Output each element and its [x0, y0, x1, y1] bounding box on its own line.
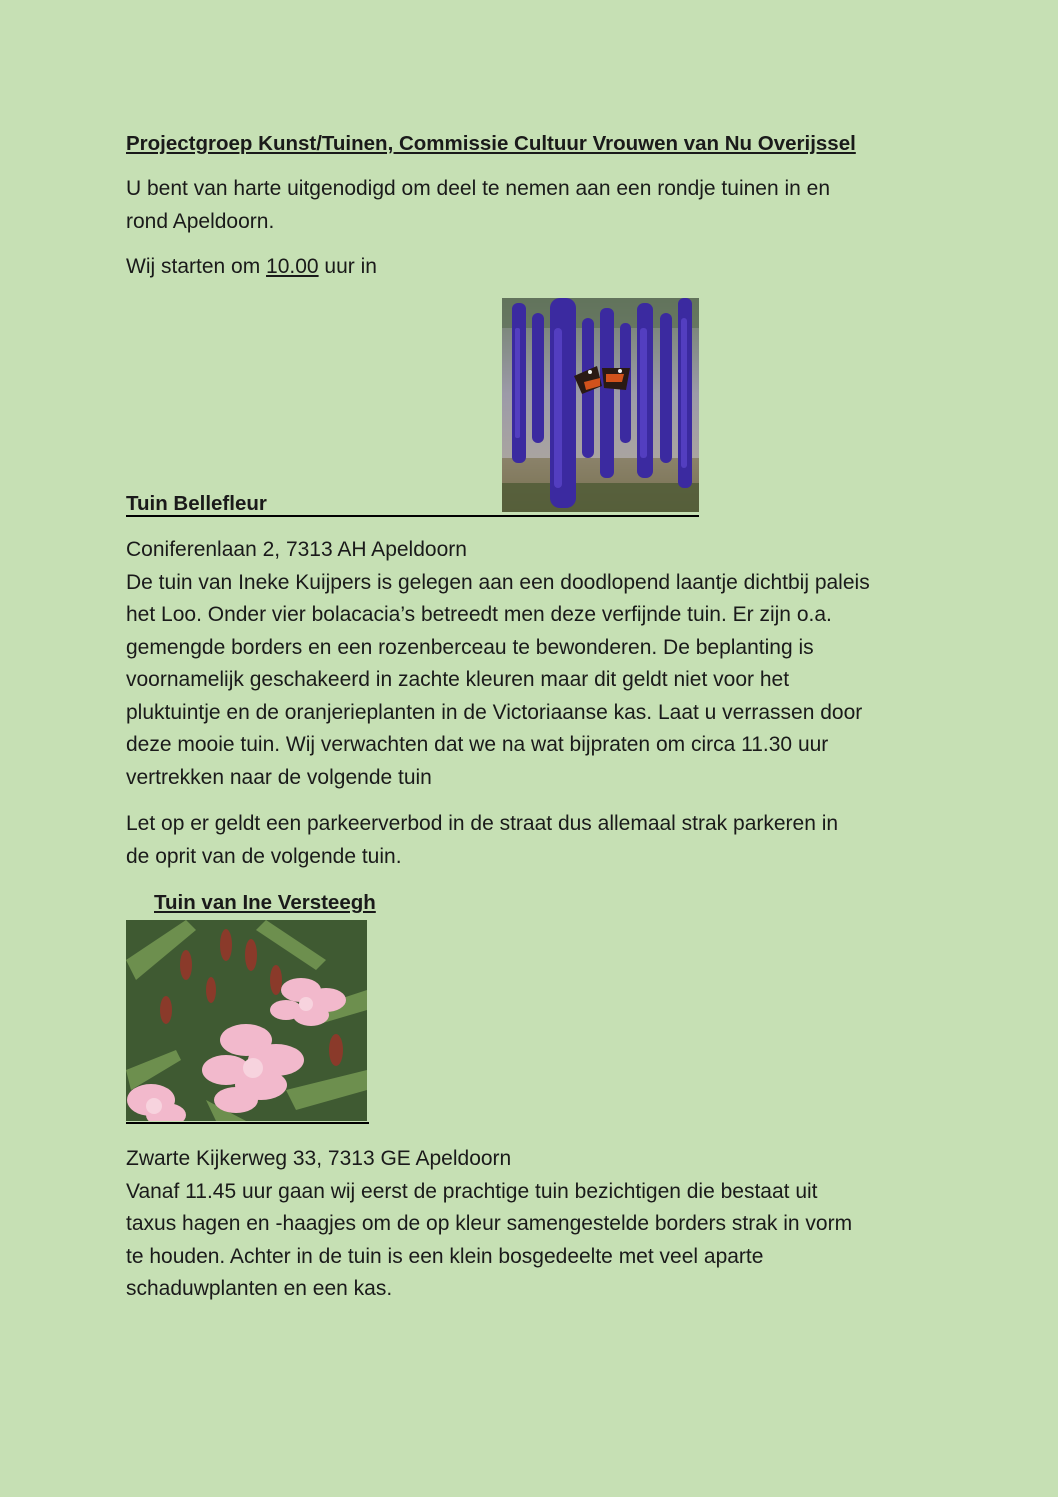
- page-title: Projectgroep Kunst/Tuinen, Commissie Cultuur Vrouwen van Nu Overijssel: [126, 132, 856, 155]
- garden1-description-line: vertrekken naar de volgende tuin: [126, 765, 432, 789]
- parking-note-line: Let op er geldt een parkeerverbod in de straat dus allemaal strak parkeren in: [126, 812, 839, 835]
- garden2-title: [126, 887, 376, 920]
- garden1-description-line: het Loo. Onder vier bolacacia’s betreedt men deze verfijnde tuin. Er zijn o.a.: [126, 603, 832, 626]
- garden2-image-underline: [126, 1122, 369, 1124]
- garden2-description-line: Vanaf 11.45 uur gaan wij eerst de prachtige tuin bezichtigen die bestaat uit: [126, 1179, 818, 1203]
- garden1-description-line: deze mooie tuin. Wij verwachten dat we na wat bijpraten om circa 11.30 uur: [126, 733, 829, 756]
- garden1-description-line: pluktuintje en de oranjerieplanten in de Victoriaanse kas. Laat u verrassen door: [126, 700, 863, 724]
- garden1-paragraph: [126, 534, 870, 794]
- garden2-address: Zwarte Kijkerweg 33, 7313 GE Apeldoorn: [126, 1147, 512, 1170]
- start-time-paragraph: [126, 251, 377, 284]
- parking-note: [126, 808, 838, 873]
- start-time: 10.00: [266, 255, 319, 278]
- parking-note-line: de oprit van de volgende tuin.: [126, 844, 402, 868]
- garden1-address: Coniferenlaan 2, 7313 AH Apeldoorn: [126, 538, 467, 561]
- start-suffix: uur in: [318, 255, 377, 278]
- garden1-description-line: De tuin van Ineke Kuijpers is gelegen aan een doodlopend laantje dichtbij paleis: [126, 570, 870, 594]
- start-prefix: Wij starten om: [126, 255, 267, 278]
- garden1-description-line: gemengde borders en een rozenberceau te bewonderen. De beplanting is: [126, 635, 814, 659]
- salvia-butterfly-image: [502, 298, 699, 512]
- oleander-image: [126, 920, 367, 1121]
- garden2-description-line: taxus hagen en -haagjes om de op kleur samengestelde borders strak in vorm: [126, 1212, 853, 1235]
- garden1-title: Tuin Bellefleur: [126, 492, 267, 515]
- intro-line: U bent van harte uitgenodigd om deel te nemen aan een rondje tuinen in en: [126, 177, 831, 200]
- garden1-description-line: voornamelijk geschakeerd in zachte kleuren maar dit geldt niet voor het: [126, 668, 790, 691]
- intro-line: rond Apeldoorn.: [126, 209, 275, 233]
- garden2-description-line: schaduwplanten en een kas.: [126, 1277, 393, 1300]
- garden1-title-underline: [126, 515, 699, 517]
- garden2-description-line: te houden. Achter in de tuin is een klein bosgedeelte met veel aparte: [126, 1244, 764, 1268]
- garden2-title-text: Tuin van Ine Versteegh: [154, 891, 376, 914]
- garden2-paragraph: [126, 1143, 852, 1306]
- intro-paragraph: [126, 173, 830, 238]
